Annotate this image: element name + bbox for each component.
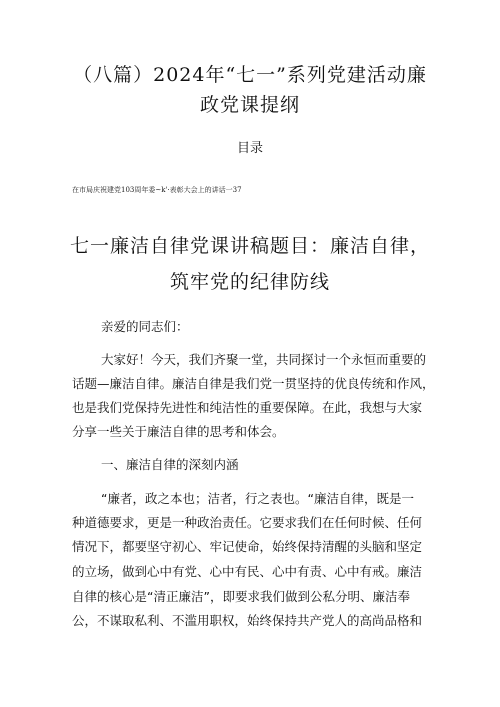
section-title-line-1: 七一廉洁自律党课讲稿题目：廉洁自律，	[69, 235, 430, 257]
para2-line-3: 情况下，都要坚守初心、牢记使命，始终保持清醒的头脑和坚定	[72, 539, 423, 554]
para2-line-1: “廉者，政之本也；洁者，行之表也。“廉洁自律，既是一	[101, 491, 414, 506]
para2-line-4: 的立场，做到心中有党、心中有民、心中有责、心中有戒。廉洁	[72, 564, 423, 579]
greeting: 亲爱的同志们：	[101, 319, 189, 334]
toc-heading: 目录	[236, 141, 263, 156]
para1-line-3: 也是我们党保持先进性和纯洁性的重要保障。在此，我想与大家	[72, 400, 423, 415]
section-title-line-2: 筑牢党的纪律防线	[169, 271, 330, 293]
para1-line-2: 话题—廉洁自律。廉洁自律是我们党一贯坚持的优良传统和作风，	[72, 376, 435, 391]
para2-line-6: 公，不谋取私利、不滥用职权，始终保持共产党人的高尚品格和	[72, 613, 423, 628]
para1-line-1: 大家好！今天，我们齐聚一堂，共同探讨一个永恒而重要的	[101, 352, 427, 367]
document-title-line-2: 政党课提纲	[199, 94, 300, 116]
para1-line-4: 分享一些关于廉洁自律的思考和体会。	[72, 424, 285, 439]
heading-1: 一、廉洁自律的深刻内涵	[101, 457, 239, 472]
document-title-line-1: （八篇）2024年“七一”系列党建活动廉	[73, 64, 427, 86]
para2-line-5: 自律的核心是“清正廉洁”，即要求我们做到公私分明、廉洁奉	[72, 589, 410, 604]
para2-line-2: 种道德要求，更是一种政治责任。它要求我们在任何时候、任何	[72, 515, 423, 530]
toc-entry[interactable]: 在市局庆祝建党103周年委~k'·表彰大会上的讲话一37	[72, 186, 242, 194]
